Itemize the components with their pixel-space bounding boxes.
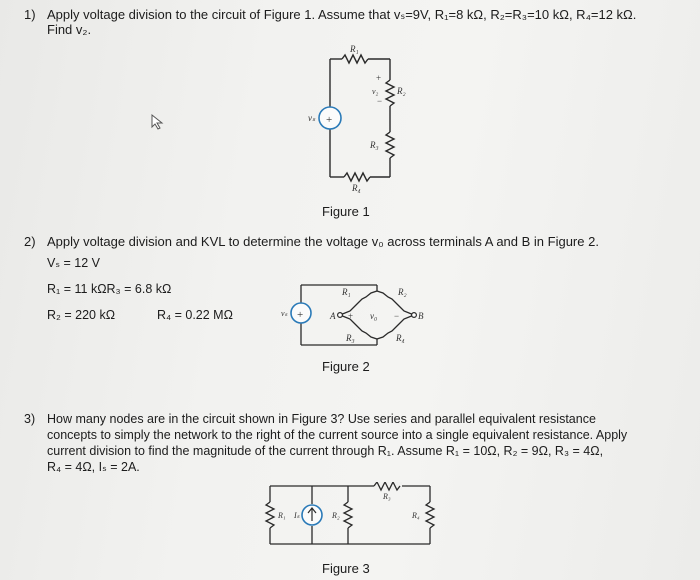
svg-text:+: + bbox=[297, 309, 304, 321]
fig2-label-a: A bbox=[330, 311, 336, 321]
q2-r4: R₄ = 0.22 MΩ bbox=[157, 308, 233, 322]
fig3-label-r2: R₂ bbox=[332, 511, 340, 520]
fig1-label-r4: R₄ bbox=[352, 183, 361, 193]
fig2-label-vo: v₀ bbox=[370, 311, 378, 321]
fig3-label-is: Iₛ bbox=[294, 511, 300, 520]
fig1-label-r3: R₃ bbox=[370, 140, 379, 150]
fig2-label-r2: R₂ bbox=[398, 287, 407, 297]
fig3-label-r3: R₃ bbox=[383, 492, 391, 501]
q2-r2: R₂ = 220 kΩ bbox=[47, 308, 116, 322]
fig3-label-r4: R₄ bbox=[412, 511, 420, 520]
fig2-label-r4: R₄ bbox=[396, 333, 405, 343]
fig1-label-vs: vₛ bbox=[308, 113, 316, 123]
q3-text-line4: R₄ = 4Ω, Iₛ = 2A. bbox=[47, 460, 140, 474]
svg-text:+: + bbox=[326, 114, 333, 126]
fig1-label-v2: v₂ bbox=[372, 87, 379, 96]
fig2-label-r3: R₃ bbox=[346, 333, 355, 343]
fig2-label-r1: R₁ bbox=[342, 287, 351, 297]
fig3-label-r1: R₁ bbox=[278, 511, 286, 520]
mouse-cursor-icon bbox=[150, 113, 166, 131]
figure-1-caption: Figure 1 bbox=[322, 204, 370, 219]
figure-2-caption: Figure 2 bbox=[322, 359, 370, 374]
q3-number: 3) bbox=[24, 412, 36, 426]
fig1-minus: − bbox=[377, 96, 383, 106]
fig1-label-r2: R₂ bbox=[397, 86, 406, 96]
figure-3-circuit bbox=[262, 482, 442, 550]
q2-vs: Vₛ = 12 V bbox=[47, 256, 100, 270]
q2-text-line1: Apply voltage division and KVL to determine the voltage v₀ across terminals A and B in Figure 2. bbox=[47, 234, 599, 249]
q1-number: 1) bbox=[24, 7, 36, 22]
fig1-label-r1: R₁ bbox=[350, 44, 359, 54]
figure-3-caption: Figure 3 bbox=[322, 561, 370, 576]
fig2-plus: + bbox=[348, 311, 354, 321]
fig2-label-b: B bbox=[418, 311, 424, 321]
figure-1-circuit bbox=[300, 44, 420, 196]
q2-number: 2) bbox=[24, 234, 36, 249]
fig2-minus: − bbox=[394, 311, 400, 321]
q3-text-line2: concepts to simply the network to the right of the current source into a single equivalent resistance. Apply bbox=[47, 428, 628, 442]
q2-r1-r3: R₁ = 11 kΩR₃ = 6.8 kΩ bbox=[47, 282, 172, 296]
fig1-plus: + bbox=[376, 73, 382, 83]
q3-text-line3: current division to find the magnitude of the current through R₁. Assume R₁ = 10Ω, R₂ = 9Ω, R₃ = 4Ω, bbox=[47, 444, 604, 458]
q3-text-line1: How many nodes are in the circuit shown in Figure 3? Use series and parallel equivalent resistance bbox=[47, 412, 596, 426]
q1-text-line2: Find v₂. bbox=[47, 22, 92, 37]
fig2-label-vs: vₛ bbox=[281, 309, 288, 318]
figure-2-circuit bbox=[276, 283, 436, 353]
q1-text-line1: Apply voltage division to the circuit of Figure 1. Assume that vₛ=9V, R₁=8 kΩ, R₂=R₃=10 kΩ, R₄=12 kΩ. bbox=[47, 7, 637, 22]
